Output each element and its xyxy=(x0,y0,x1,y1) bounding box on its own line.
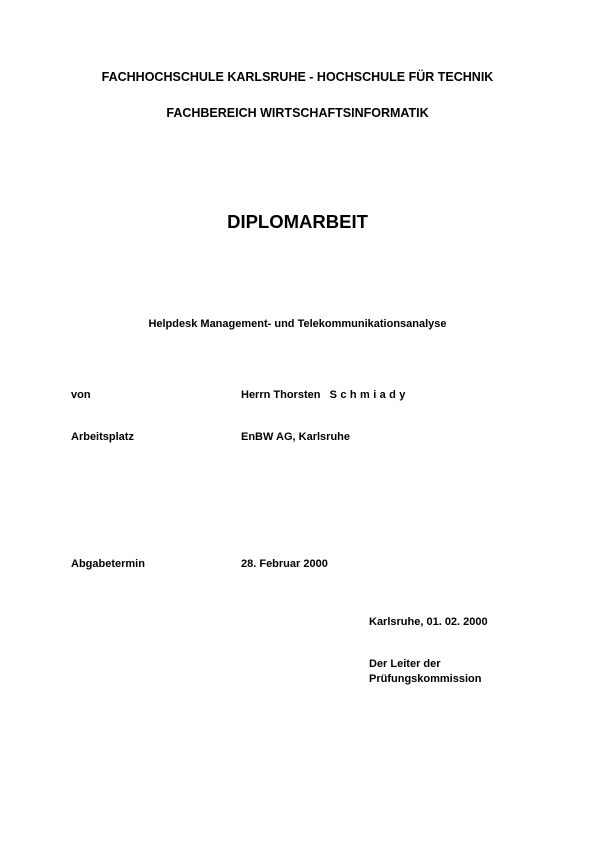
place-date: Karlsruhe, 01. 02. 2000 xyxy=(369,616,488,628)
deadline-value: 28. Februar 2000 xyxy=(241,558,328,570)
workplace-label: Arbeitsplatz xyxy=(71,431,134,443)
author-value xyxy=(241,389,409,401)
department-heading: FACHBEREICH WIRTSCHAFTSINFORMATIK xyxy=(166,106,429,120)
author-last-name: Schmiady xyxy=(329,389,409,401)
deadline-label: Abgabetermin xyxy=(71,558,145,570)
signatory-role-line-2: Prüfungskommission xyxy=(369,673,482,685)
signatory-role-line-1: Der Leiter der xyxy=(369,658,441,670)
thesis-title: Helpdesk Management- und Telekommunikationsanalyse xyxy=(148,318,447,330)
author-label: von xyxy=(71,389,91,401)
document-type-title: DIPLOMARBEIT xyxy=(227,211,368,232)
workplace-value: EnBW AG, Karlsruhe xyxy=(241,431,350,443)
author-first-name: Herrn Thorsten xyxy=(241,389,321,401)
institution-heading: FACHHOCHSCHULE KARLSRUHE - HOCHSCHULE FÜR TECHNIK xyxy=(101,70,494,84)
